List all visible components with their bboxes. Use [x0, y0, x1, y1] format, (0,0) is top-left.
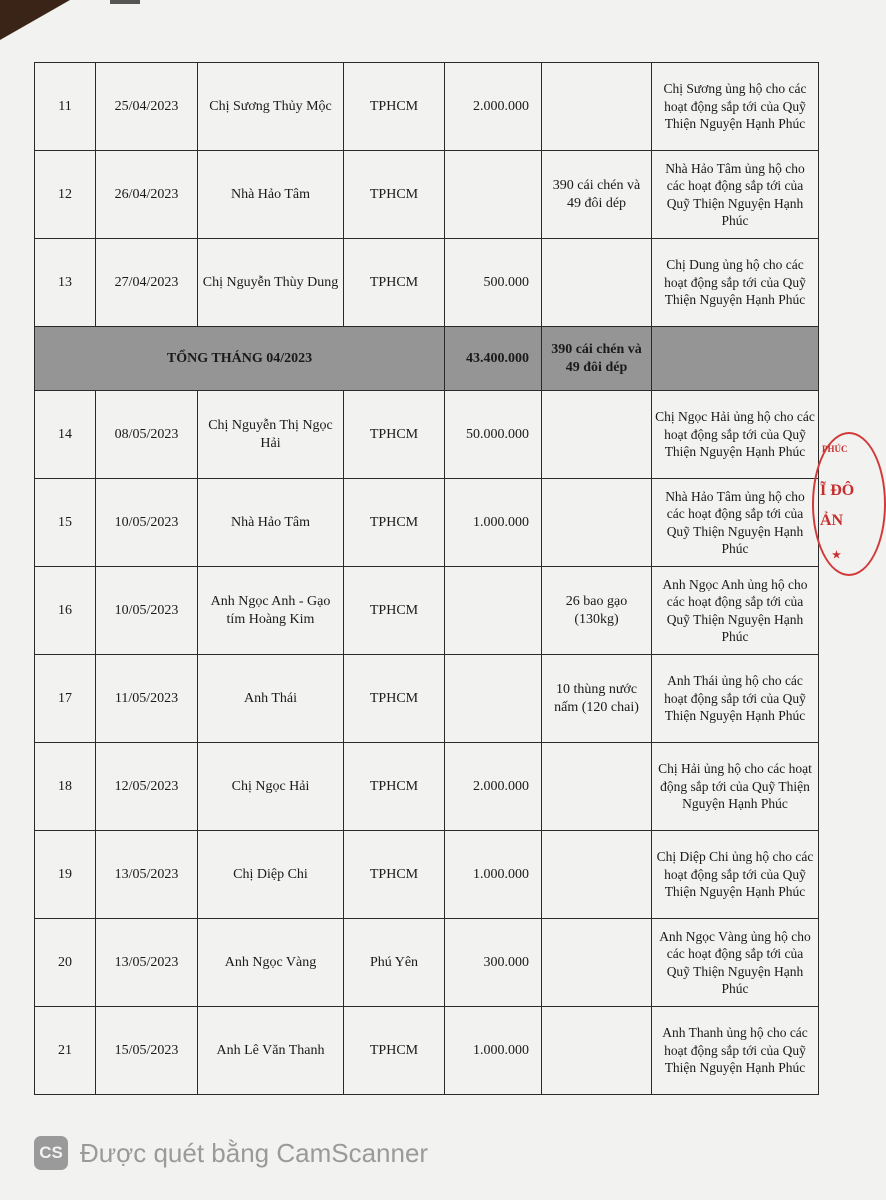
- red-seal-stamp: [812, 432, 886, 576]
- cell-row-number: 20: [35, 919, 96, 1007]
- cell-row-number: 18: [35, 743, 96, 831]
- cell-amount: [445, 151, 542, 239]
- cell-date: 08/05/2023: [96, 391, 198, 479]
- cell-location: TPHCM: [344, 63, 445, 151]
- cell-goods: [542, 919, 652, 1007]
- cell-amount: [445, 567, 542, 655]
- cell-goods: 10 thùng nước nấm (120 chai): [542, 655, 652, 743]
- cell-row-number: 15: [35, 479, 96, 567]
- cell-amount: 300.000: [445, 919, 542, 1007]
- cell-donor-name: Chị Nguyễn Thị Ngọc Hải: [198, 391, 344, 479]
- cell-note: Nhà Hảo Tâm ủng hộ cho các hoạt động sắp tới của Quỹ Thiện Nguyện Hạnh Phúc: [652, 479, 819, 567]
- cell-location: TPHCM: [344, 151, 445, 239]
- cell-donor-name: Anh Ngọc Vàng: [198, 919, 344, 1007]
- cell-note: Chị Sương ủng hộ cho các hoạt động sắp tới của Quỹ Thiện Nguyện Hạnh Phúc: [652, 63, 819, 151]
- cell-date: 12/05/2023: [96, 743, 198, 831]
- cell-note: Anh Ngọc Vàng ủng hộ cho các hoạt động sắp tới của Quỹ Thiện Nguyện Hạnh Phúc: [652, 919, 819, 1007]
- rows-before-total: [35, 63, 819, 327]
- cell-goods: [542, 831, 652, 919]
- stamp-star-icon: ★: [832, 550, 841, 561]
- table-row: [35, 479, 819, 567]
- cell-goods: [542, 479, 652, 567]
- cell-note: Anh Ngọc Anh ủng hộ cho các hoạt động sắp tới của Quỹ Thiện Nguyện Hạnh Phúc: [652, 567, 819, 655]
- total-section: [35, 327, 819, 391]
- cell-goods: [542, 743, 652, 831]
- cell-amount: 2.000.000: [445, 63, 542, 151]
- cell-date: 13/05/2023: [96, 831, 198, 919]
- table-row: [35, 831, 819, 919]
- cell-row-number: 21: [35, 1007, 96, 1095]
- cell-date: 10/05/2023: [96, 479, 198, 567]
- table-row: [35, 1007, 819, 1095]
- cell-location: TPHCM: [344, 479, 445, 567]
- scan-smudge: [110, 0, 140, 4]
- cell-amount: 2.000.000: [445, 743, 542, 831]
- cell-amount: 500.000: [445, 239, 542, 327]
- cell-date: 27/04/2023: [96, 239, 198, 327]
- donation-table: [34, 62, 819, 1095]
- cell-row-number: 13: [35, 239, 96, 327]
- cell-row-number: 14: [35, 391, 96, 479]
- cell-date: 26/04/2023: [96, 151, 198, 239]
- cell-goods: 390 cái chén và 49 đôi dép: [542, 151, 652, 239]
- table-row: [35, 63, 819, 151]
- cell-date: 15/05/2023: [96, 1007, 198, 1095]
- cell-date: 25/04/2023: [96, 63, 198, 151]
- cell-amount: [445, 655, 542, 743]
- table-row: [35, 919, 819, 1007]
- cell-note: Chị Diệp Chi ủng hộ cho các hoạt động sắp tới của Quỹ Thiện Nguyện Hạnh Phúc: [652, 831, 819, 919]
- total-label: TỔNG THÁNG 04/2023: [35, 327, 445, 391]
- watermark-text: Được quét bằng CamScanner: [80, 1137, 429, 1168]
- table-row: [35, 655, 819, 743]
- cell-date: 11/05/2023: [96, 655, 198, 743]
- table-row: [35, 567, 819, 655]
- cell-goods: 26 bao gạo (130kg): [542, 567, 652, 655]
- cell-donor-name: Anh Thái: [198, 655, 344, 743]
- cell-location: Phú Yên: [344, 919, 445, 1007]
- cell-donor-name: Nhà Hảo Tâm: [198, 151, 344, 239]
- cell-amount: 50.000.000: [445, 391, 542, 479]
- cell-amount: 1.000.000: [445, 831, 542, 919]
- cell-note: Chị Ngọc Hải ủng hộ cho các hoạt động sắp tới của Quỹ Thiện Nguyện Hạnh Phúc: [652, 391, 819, 479]
- cell-row-number: 17: [35, 655, 96, 743]
- cell-goods: [542, 1007, 652, 1095]
- cell-date: 13/05/2023: [96, 919, 198, 1007]
- rows-after-total: [35, 391, 819, 1095]
- cell-row-number: 19: [35, 831, 96, 919]
- cell-date: 10/05/2023: [96, 567, 198, 655]
- cell-location: TPHCM: [344, 239, 445, 327]
- cell-goods: [542, 63, 652, 151]
- cell-row-number: 16: [35, 567, 96, 655]
- cell-note: Nhà Hảo Tâm ủng hộ cho các hoạt động sắp tới của Quỹ Thiện Nguyện Hạnh Phúc: [652, 151, 819, 239]
- stamp-text: ẢN: [820, 512, 844, 529]
- stamp-text: PHÚC: [822, 444, 848, 454]
- total-amount: 43.400.000: [445, 327, 542, 391]
- cell-amount: 1.000.000: [445, 479, 542, 567]
- cell-donor-name: Anh Ngọc Anh - Gạo tím Hoàng Kim: [198, 567, 344, 655]
- cell-goods: [542, 391, 652, 479]
- table-row: [35, 391, 819, 479]
- cell-row-number: 12: [35, 151, 96, 239]
- table-row: [35, 239, 819, 327]
- cell-row-number: 11: [35, 63, 96, 151]
- page-corner-shadow: [0, 0, 70, 40]
- cell-location: TPHCM: [344, 743, 445, 831]
- cell-note: Chị Dung ủng hộ cho các hoạt động sắp tới của Quỹ Thiện Nguyện Hạnh Phúc: [652, 239, 819, 327]
- cell-note: Anh Thanh ủng hộ cho các hoạt động sắp tới của Quỹ Thiện Nguyện Hạnh Phúc: [652, 1007, 819, 1095]
- cell-note: Chị Hải ủng hộ cho các hoạt động sắp tới của Quỹ Thiện Nguyện Hạnh Phúc: [652, 743, 819, 831]
- camscanner-watermark: [34, 1136, 428, 1170]
- table-row: [35, 151, 819, 239]
- cell-location: TPHCM: [344, 567, 445, 655]
- cell-location: TPHCM: [344, 655, 445, 743]
- cell-donor-name: Chị Nguyễn Thùy Dung: [198, 239, 344, 327]
- cell-donor-name: Chị Diệp Chi: [198, 831, 344, 919]
- total-goods: 390 cái chén và 49 đôi dép: [542, 327, 652, 391]
- cell-donor-name: Anh Lê Văn Thanh: [198, 1007, 344, 1095]
- cell-goods: [542, 239, 652, 327]
- cell-note: Anh Thái ủng hộ cho các hoạt động sắp tới của Quỹ Thiện Nguyện Hạnh Phúc: [652, 655, 819, 743]
- cell-location: TPHCM: [344, 1007, 445, 1095]
- total-row: [35, 327, 819, 391]
- cell-donor-name: Chị Ngọc Hải: [198, 743, 344, 831]
- cell-donor-name: Nhà Hảo Tâm: [198, 479, 344, 567]
- table-row: [35, 743, 819, 831]
- cell-location: TPHCM: [344, 391, 445, 479]
- camscanner-logo-icon: CS: [34, 1136, 68, 1170]
- cell-location: TPHCM: [344, 831, 445, 919]
- cell-donor-name: Chị Sương Thủy Mộc: [198, 63, 344, 151]
- cell-amount: 1.000.000: [445, 1007, 542, 1095]
- stamp-text: Ĩ ĐÔ: [820, 482, 855, 499]
- total-note: [652, 327, 819, 391]
